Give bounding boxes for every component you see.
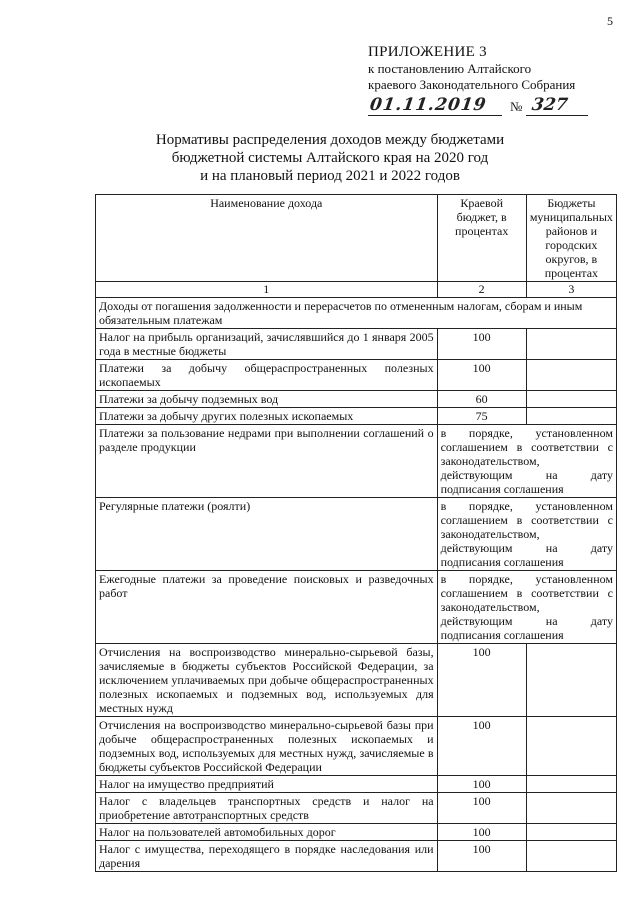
appendix-header [368,44,628,119]
income-name-cell: Ежегодные платежи за проведение поисковых и разведочных работ [96,571,438,644]
column-number: 2 [437,282,526,298]
municipal-percent-cell [526,408,616,425]
agreement-note-cell: в порядке, установленном соглашением в соответствии с законодательством, действующим на дату подписания соглашения [437,498,616,571]
regional-percent-cell: 100 [437,329,526,360]
title-line-1: Нормативы распределения доходов между бюджетами [155,132,505,148]
table-row [96,329,617,360]
municipal-percent-cell [526,360,616,391]
number-underline [526,115,588,116]
table-row [96,571,617,644]
appendix-line-2: краевого Законодательного Собрания [368,77,576,92]
table-row [96,717,617,776]
regional-percent-cell: 60 [437,391,526,408]
table-row [96,498,617,571]
section-row [96,298,617,329]
income-name-cell: Платежи за пользование недрами при выполнении соглашений о разделе продукции [96,425,438,498]
table-row [96,841,617,872]
appendix-line-1: к постановлению Алтайского [368,61,532,76]
table-row [96,360,617,391]
table-row [96,391,617,408]
income-name-cell: Регулярные платежи (роялти) [96,498,438,571]
regional-percent-cell: 100 [437,824,526,841]
regional-percent-cell: 100 [437,644,526,717]
table-row [96,408,617,425]
agreement-note-cell: в порядке, установленном соглашением в соответствии с законодательством, действующим на дату подписания соглашения [437,425,616,498]
header-row [96,195,617,282]
title-line-2: бюджетной системы Алтайского края на 2020 год [171,150,489,166]
municipal-percent-cell [526,824,616,841]
table-row [96,644,617,717]
table-row [96,776,617,793]
regional-percent-cell: 100 [437,360,526,391]
income-name-cell: Налог с имущества, переходящего в порядке наследования или дарения [96,841,438,872]
date-underline [368,115,502,116]
income-name-cell: Платежи за добычу других полезных ископаемых [96,408,438,425]
regional-percent-cell: 100 [437,841,526,872]
income-name-cell: Платежи за добычу подземных вод [96,391,438,408]
municipal-percent-cell [526,776,616,793]
column-numbers-row [96,282,617,298]
municipal-percent-cell [526,329,616,360]
regional-percent-cell: 100 [437,776,526,793]
header-municipal-budgets: Бюджеты муниципальных районов и городских округов, в процентах [526,195,616,282]
header-income-name: Наименование дохода [96,195,438,282]
municipal-percent-cell [526,793,616,824]
regional-percent-cell: 100 [437,793,526,824]
table-row [96,793,617,824]
appendix-title: ПРИЛОЖЕНИЕ 3 [368,44,487,60]
page-number: 5 [607,14,613,28]
municipal-percent-cell [526,391,616,408]
section-heading: Доходы от погашения задолженности и перерасчетов по отмененным налогам, сборам и иным обязательным платежам [96,298,617,329]
income-name-cell: Налог на прибыль организаций, зачислявшийся до 1 января 2005 года в местные бюджеты [96,329,438,360]
municipal-percent-cell [526,644,616,717]
norms-table [95,194,617,872]
municipal-percent-cell [526,717,616,776]
column-number: 3 [526,282,616,298]
document-title [120,131,540,185]
income-name-cell: Налог на пользователей автомобильных дорог [96,824,438,841]
column-number: 1 [96,282,438,298]
table-row [96,425,617,498]
income-name-cell: Отчисления на воспроизводство минерально-сырьевой базы, зачисляемые в бюджеты субъектов Российской Федерации, за исключением уплачиваемых при добыче общераспространенных полезных ископаемых и подземных вод, используемых для местных нужд [96,644,438,717]
income-name-cell: Налог с владельцев транспортных средств и налог на приобретение автотранспортных средств [96,793,438,824]
income-name-cell: Отчисления на воспроизводство минерально-сырьевой базы при добыче общераспространенных полезных ископаемых и подземных вод, используемых для местных нужд, зачисляемые в бюджеты субъектов Российской Федерации [96,717,438,776]
number-label: № [510,99,523,114]
title-line-3: и на плановый период 2021 и 2022 годов [200,168,460,184]
agreement-note-cell: в порядке, установленном соглашением в соответствии с законодательством, действующим на дату подписания соглашения [437,571,616,644]
regional-percent-cell: 75 [437,408,526,425]
header-regional-budget: Краевой бюджет, в процентах [437,195,526,282]
table-row [96,824,617,841]
handwritten-date: 01.11.2019 [368,95,488,115]
regional-percent-cell: 100 [437,717,526,776]
handwritten-number: 327 [530,95,569,115]
municipal-percent-cell [526,841,616,872]
income-name-cell: Налог на имущество предприятий [96,776,438,793]
signature-row [368,95,628,119]
income-name-cell: Платежи за добычу общераспространенных полезных ископаемых [96,360,438,391]
